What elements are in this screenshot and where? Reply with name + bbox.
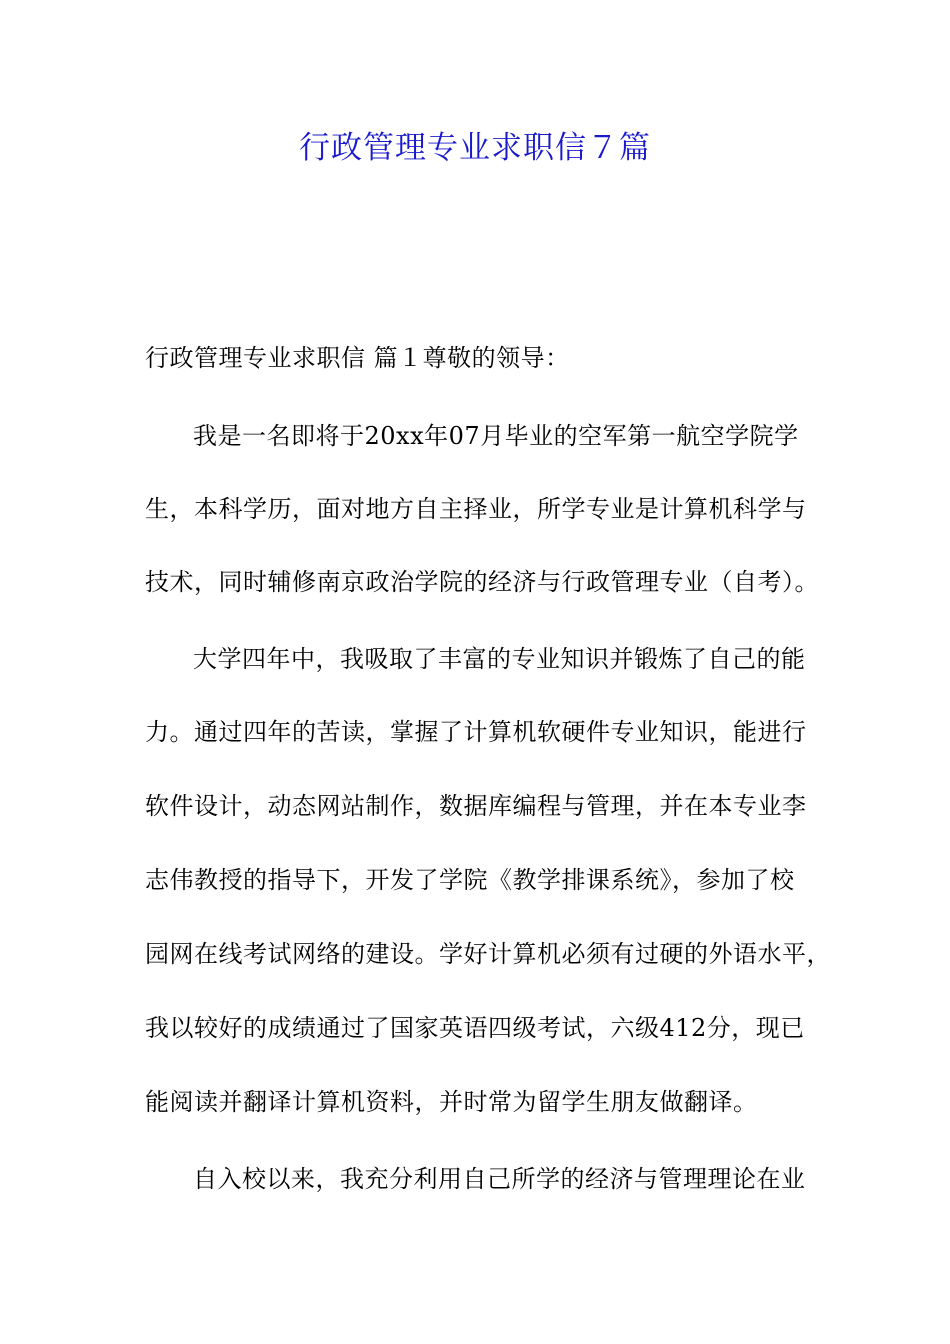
paragraph-line: 软件设计，动态网站制作，数据库编程与管理，并在本专业李 bbox=[145, 792, 807, 820]
paragraph-line: 我以较好的成绩通过了国家英语四级考试，六级412分，现已 bbox=[145, 1014, 805, 1042]
letter-heading: 行政管理专业求职信 篇１尊敬的领导： bbox=[145, 344, 570, 372]
paragraph-line: 园网在线考试网络的建设。学好计算机必须有过硬的外语水平， bbox=[145, 940, 831, 968]
paragraph-line: 力。通过四年的苦读，掌握了计算机软硬件专业知识，能进行 bbox=[145, 718, 807, 746]
paragraph-line: 志伟教授的指导下，开发了学院《教学排课系统》，参加了校 bbox=[145, 866, 795, 894]
document-title: 行政管理专业求职信７篇 bbox=[299, 130, 651, 166]
paragraph-line: 大学四年中，我吸取了丰富的专业知识并锻炼了自己的能 bbox=[193, 645, 806, 673]
paragraph-line: 自入校以来，我充分利用自己所学的经济与管理理论在业 bbox=[193, 1165, 806, 1193]
paragraph-line: 技术，同时辅修南京政治学院的经济与行政管理专业（自考）。 bbox=[145, 568, 819, 596]
paragraph-line: 生，本科学历，面对地方自主择业，所学专业是计算机科学与 bbox=[145, 495, 807, 523]
paragraph-line: 能阅读并翻译计算机资料，并时常为留学生朋友做翻译。 bbox=[145, 1088, 758, 1116]
paragraph-line: 我是一名即将于20xx年07月毕业的空军第一航空学院学 bbox=[193, 422, 799, 450]
